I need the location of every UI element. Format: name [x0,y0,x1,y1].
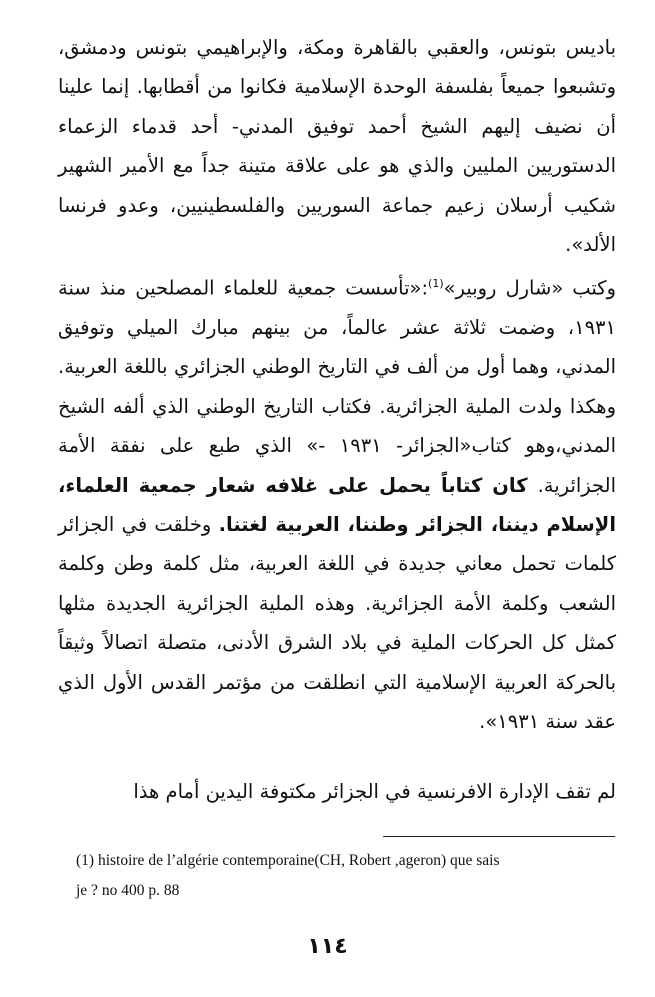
footnote-separator [383,836,615,837]
paragraph-1: باديس بتونس، والعقبي بالقاهرة ومكة، والإبراهيمي بتونس ودمشق، وتشبعوا جميعاً بفلسفة الوحدة الإسلامية فكانوا من أقطابها. إنما علينا أن نضيف إليهم الشيخ أحمد توفيق المدني- أحد قدماء الزعماء الدستوريين المليين والذي هو على علاقة متينة جداً مع الأمير الشهير شكيب أرسلان زعيم جماعة السوريين والفلسطينيين، وعدو فرنسا الألد». [58,36,616,257]
paragraph-3: لم تقف الإدارة الافرنسية في الجزائر مكتوفة اليدين أمام هذا [133,780,616,803]
footnote-reference: (1) [428,277,444,290]
paragraph-2-intro: وكتب «شارل روبير» [443,276,616,300]
footnote-line-1: (1) histoire de l’algérie contemporaine(CH, Robert ,ageron) que sais [76,852,500,869]
footnote-line-2: je ? no 400 p. 88 [76,882,180,899]
paragraph-2-bold-text: كان كتاباً يحمل على غلافه شعار جمعية العلماء، الإسلام ديننا، الجزائر وطننا، العربية لغتنا. [58,473,616,536]
paragraph-2-quote: :«تأسست جمعية للعلماء المصلحين منذ سنة ١٩٣١، وضمت ثلاثة عشر عالماً، من بينهم مبارك الميلي وتوفيق المدني، وهما أول من ألف في التاريخ الوطني الجزائري باللغة العربية. وهكذا ولدت الملية الجزائرية. فكتاب التاريخ الوطني الذي ألفه الشيخ المدني،وهو كتاب«الجزائر- ١٩٣١ -» الذي طبع على نفقة الأمة الجزائرية. [58,276,616,497]
paragraph-2-rest: وخلقت في الجزائر كلمات تحمل معاني جديدة في اللغة العربية، مثل كلمة وطن وكلمة الشعب وكلمة الأمة الجزائرية. وهذه الملية الجزائرية الجديدة مثلها كمثل كل الحركات الملية في بلاد الشرق الأدنى، متصلة اتصالاً وثيقاً بالحركة العربية الإسلامية التي انطلقت من مؤتمر القدس الأول الذي عقد سنة ١٩٣١». [58,512,616,733]
page-number: ١١٤ [307,934,348,959]
paragraph-2 [58,264,616,741]
footnote [76,846,590,906]
